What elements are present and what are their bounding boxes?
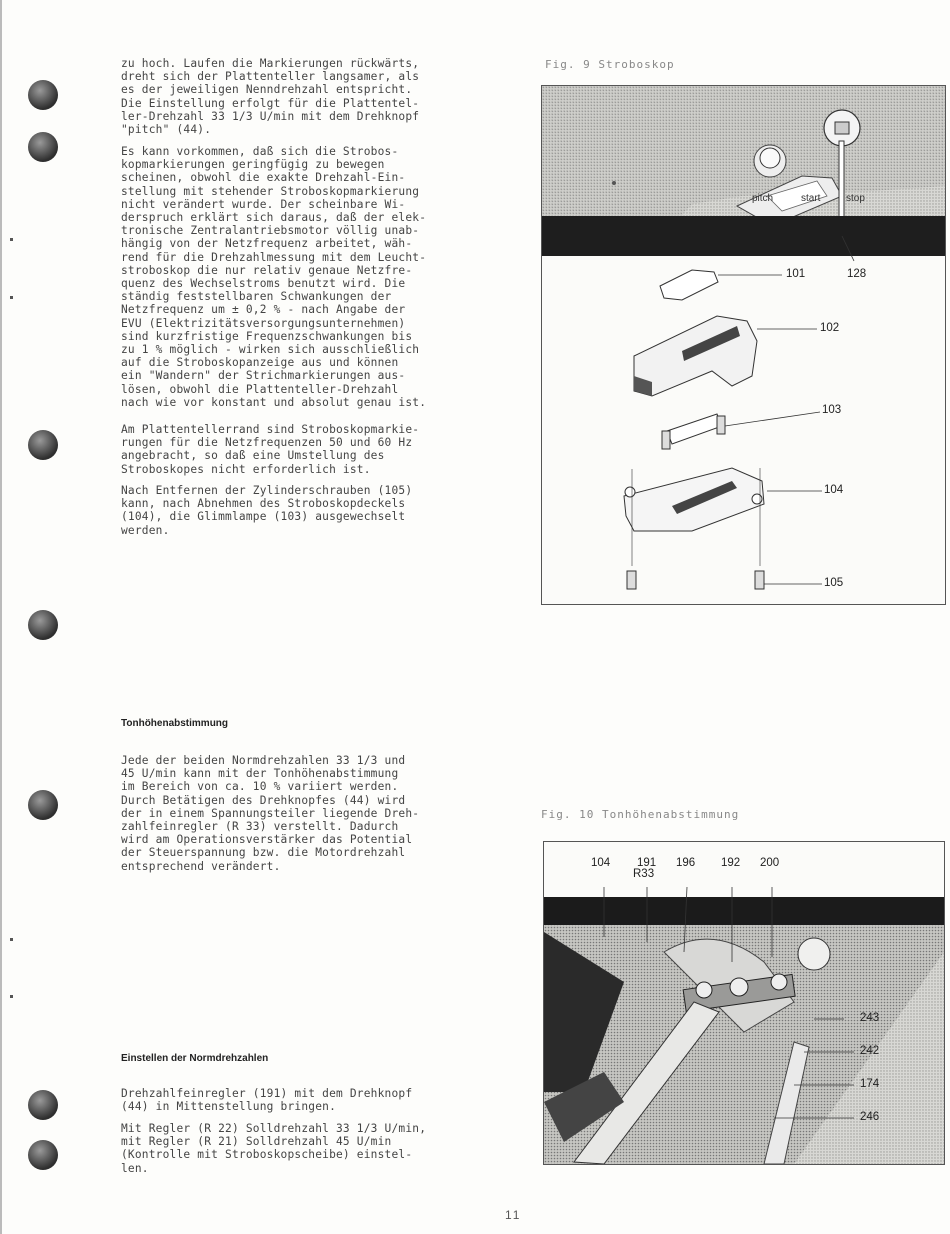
binder-hole [28, 790, 58, 820]
fig9-callout-104: 104 [824, 484, 844, 496]
paragraph-strobe-markings: Am Plattentellerrand sind Stroboskopmarkie- rungen für die Netzfrequenzen 50 und 60 Hz angebracht, so daß eine Umstellung des Stroboskopes nicht erforderlich ist. [121, 423, 420, 476]
page-edge [0, 0, 2, 1234]
binder-hole [28, 80, 58, 110]
fig9-callout-102: 102 [820, 322, 840, 334]
margin-mark [10, 938, 13, 941]
fig10-callout-242: 242 [860, 1045, 880, 1057]
binder-hole [28, 610, 58, 640]
binder-hole [28, 132, 58, 162]
fig10-callout-104: 104 [591, 857, 611, 869]
paragraph-pitch-control: Jede der beiden Normdrehzahlen 33 1/3 und 45 U/min kann mit der Tonhöhenabstimmung im Bereich von ca. 10 % variiert werden. Durch Betätigen des Drehknopfes (44) wird der in einem Spannungsteiler liegende Dreh- zahlfeinregler (R 33) verstellt. Dadurch wird am Operationsverstärker das Potential der Steuerspannung bzw. die Motordrehzahl entsprechend verändert. [121, 754, 420, 873]
fig10-callout-174: 174 [860, 1078, 880, 1090]
fig9-label-pitch: pitch [752, 193, 774, 204]
margin-mark [10, 238, 13, 241]
paragraph-strobe-direction: zu hoch. Laufen die Markierungen rückwärts, dreht sich der Plattenteller langsamer, als es der jeweiligen Nenndrehzahl entspricht. Die Einstellung erfolgt für die Plattentel- ler-Drehzahl 33 1/3 U/min mit dem Drehknopf "pitch" (44). [121, 57, 420, 137]
margin-mark [10, 296, 13, 299]
paragraph-speed-adjust: Mit Regler (R 22) Solldrehzahl 33 1/3 U/min, mit Regler (R 21) Solldrehzahl 45 U/min (Kontrolle mit Stroboskopscheibe) einstel- len. [121, 1122, 427, 1175]
heading-normdrehzahlen: Einstellen der Normdrehzahlen [121, 1053, 269, 1064]
fig9-callout-103: 103 [822, 404, 842, 416]
binder-hole [28, 1140, 58, 1170]
fig9-illustration [542, 86, 945, 604]
fig10-callout-200: 200 [760, 857, 780, 869]
fig10-callout-246: 246 [860, 1111, 880, 1123]
fig10-illustration [544, 842, 944, 1164]
fig10-caption: Fig. 10 Tonhöhenabstimmung [541, 808, 740, 821]
paragraph-lamp-replacement: Nach Entfernen der Zylinderschrauben (105) kann, nach Abnehmen des Stroboskopdeckels (104), die Glimmlampe (103) ausgewechselt werden. [121, 484, 413, 537]
margin-mark [10, 995, 13, 998]
fig9-stroboscope-figure [541, 85, 946, 605]
paragraph-strobe-drift: Es kann vorkommen, daß sich die Strobos- kopmarkierungen geringfügig zu bewegen scheinen, obwohl die exakte Drehzahl-Ein- stellung mit stehender Stroboskopmarkierung nicht verändert wurde. Der scheinbare Wi- derspruch erklärt sich daraus, daß der elek- tronische Zentralantriebsmotor völlig unab- hängig von der Netzfrequenz arbeitet, wäh- rend für die Drehzahlmessung mit dem Leucht- stroboskop die nur relativ genaue Netzfre- quenz des Wechselstroms benutzt wird. Die ständig feststellbaren Schwankungen der Netzfrequenz um ± 0,2 % - nach Angabe der EVU (Elektrizitätsversorgungsunternehmen) sind kurzfristige Frequenzschwankungen bis zu 1 % möglich - wirken sich ausschließlich auf die Stroboskopanzeige aus und können ein "Wandern" der Strichmarkierungen aus- lösen, obwohl die Plattenteller-Drehzahl nach wie vor konstant und absolut genau ist. [121, 145, 427, 409]
fig10-callout-r33: R33 [633, 868, 655, 880]
fig10-pitch-figure [543, 841, 945, 1165]
fig9-callout-128: 128 [847, 268, 867, 280]
fig9-callout-101: 101 [786, 268, 806, 280]
page-number: 11 [505, 1208, 522, 1222]
fig10-callout-196: 196 [676, 857, 696, 869]
fig9-callout-105: 105 [824, 577, 844, 589]
paragraph-fine-control: Drehzahlfeinregler (191) mit dem Drehknopf (44) in Mittenstellung bringen. [121, 1087, 413, 1114]
heading-tonhoehenabstimmung: Tonhöhenabstimmung [121, 718, 229, 729]
binder-hole [28, 430, 58, 460]
fig10-callout-192: 192 [721, 857, 741, 869]
fig10-callout-191: 191 [637, 857, 657, 869]
fig10-callout-243: 243 [860, 1012, 880, 1024]
fig9-label-stop: stop [846, 193, 865, 204]
fig9-label-start: start [801, 193, 821, 204]
fig9-caption: Fig. 9 Stroboskop [545, 58, 675, 71]
binder-hole [28, 1090, 58, 1120]
